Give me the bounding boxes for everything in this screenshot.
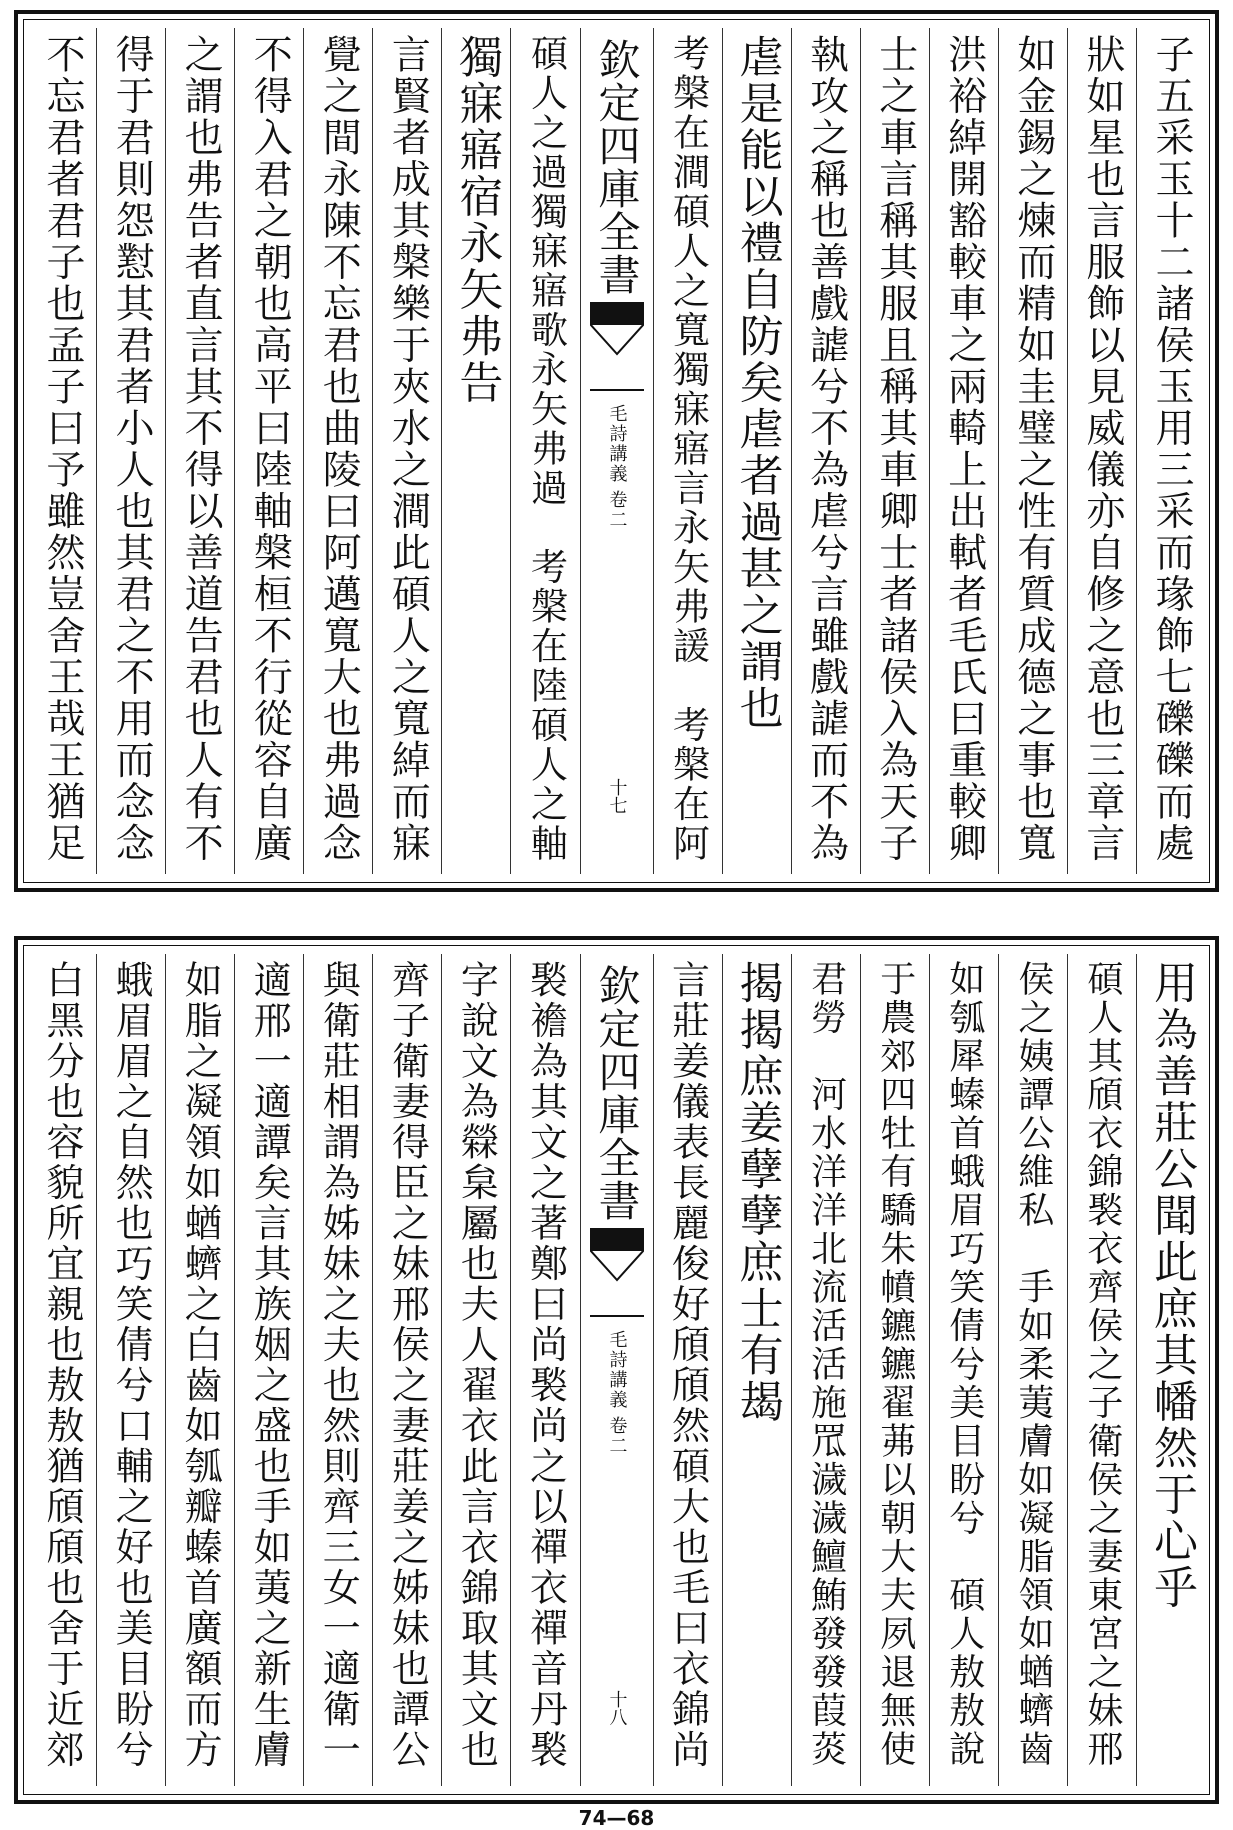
column-text: 執攻之稱也善戲謔兮不為虐兮言雖戲謔而不為: [803, 34, 849, 864]
column-text: 揭揭庶姜孽孽庶士有朅: [731, 960, 783, 1425]
column-text: 如金錫之煉而精如圭璧之性有質成德之事也寬: [1010, 34, 1056, 864]
text-column: [653, 28, 722, 874]
text-column: [441, 28, 510, 874]
volume-label: 卷二: [606, 490, 628, 530]
text-column: [929, 28, 998, 874]
column-text: 蛾眉眉之自然也巧笑倩兮口輔之好也美目盼兮: [109, 960, 154, 1770]
column-text: 之謂也弗告者直言其不得以善道告君也人有不: [178, 34, 224, 864]
text-column: [234, 954, 303, 1786]
column-text: 適邢一適譚矣言其族姻之盛也手如荑之新生膚: [247, 960, 292, 1770]
folio-number: 十七: [606, 778, 628, 814]
text-column: [234, 28, 303, 874]
fish-tail-mark-icon: [590, 302, 644, 392]
text-column: [998, 954, 1067, 1786]
text-column: [791, 28, 860, 874]
column-text: 不忘君者君子也孟子曰予雖然豈舍王哉王猶足: [40, 34, 86, 864]
text-column: [1136, 28, 1205, 874]
column-text: 洪裕綽開豁較車之兩輢上出軾者毛氏曰重較卿: [941, 34, 987, 864]
fish-tail-mark-icon: [590, 1228, 644, 1318]
column-text: 得于君則怨懟其君者小人也其君之不用而念念: [109, 34, 155, 864]
volume-label: 卷二: [606, 1416, 628, 1456]
text-column: [722, 954, 791, 1786]
text-column: [722, 28, 791, 874]
collection-title: 欽定四庫全書: [592, 964, 642, 1222]
text-column: [165, 954, 234, 1786]
column-text: 用為善莊公聞此庶其幡然于心乎: [1145, 960, 1197, 1611]
column-text: 獨寐寤宿永矢弗告: [451, 34, 503, 406]
text-column: [860, 954, 929, 1786]
column-text: 碩人之過獨寐寤歌永矢弗過 考槃在陸碩人之軸: [524, 34, 568, 864]
column-text: 白黑分也容貌所宜親也敖敖猶頎頎也舍于近郊: [40, 960, 85, 1770]
column-text: 子五采玉十二諸侯玉用三采而瑑飾七礫礫而處: [1148, 34, 1194, 864]
text-column: [372, 28, 441, 874]
center-margin-column: [580, 954, 653, 1786]
top-page: [14, 10, 1219, 892]
text-column: [998, 28, 1067, 874]
column-text: 言莊姜儀表長麗俊好頎頎然碩大也毛曰衣錦尚: [665, 960, 710, 1770]
text-column: [28, 28, 96, 874]
column-text: 言賢者成其槃樂于夾水之澗此碩人之寬綽而寐: [385, 34, 431, 864]
text-column: [1136, 954, 1205, 1786]
column-text: 如瓠犀螓首蛾眉巧笑倩兮美目盼兮 碩人敖敖說: [943, 960, 985, 1769]
text-column: [860, 28, 929, 874]
page-number: 74—68: [578, 1806, 655, 1830]
column-text: 虐是能以禮自防矣虐者過甚之謂也: [731, 34, 783, 732]
column-text: 如脂之凝領如蝤蠐之白齒如瓠瓣螓首廣額而方: [178, 960, 223, 1770]
text-column: [653, 954, 722, 1786]
column-text: 考槃在澗碩人之寬獨寐寤言永矢弗諼 考槃在阿: [666, 34, 710, 864]
text-column: [303, 28, 372, 874]
column-text: 碩人其頎衣錦褧衣齊侯之子衛侯之妻東宮之妹邢: [1081, 960, 1123, 1769]
bottom-page-text-body: [28, 954, 1205, 1786]
column-text: 士之車言稱其服且稱其車卿士者諸侯入為天子: [872, 34, 918, 864]
column-text: 于農郊四牡有驕朱幩鑣鑣翟茀以朝大夫夙退無使: [874, 960, 916, 1769]
column-text: 字說文為檾枲屬也夫人翟衣此言衣錦取其文也: [454, 960, 499, 1770]
text-column: [96, 954, 165, 1786]
book-title: 毛詩講義: [606, 404, 628, 484]
column-text: 不得入君之朝也高平曰陸軸槃桓不行從容自廣: [247, 34, 293, 864]
book-title: 毛詩講義: [606, 1330, 628, 1410]
text-column: [441, 954, 510, 1786]
column-text: 狀如星也言服飾以見威儀亦自修之意也三章言: [1079, 34, 1125, 864]
column-text: 君勞 河水洋洋北流活活施罛濊濊鱣鮪發發葭菼: [805, 960, 847, 1769]
column-text: 覺之間永陳不忘君也曲陵曰阿邁寬大也弗過念: [316, 34, 362, 864]
text-column: [510, 954, 579, 1786]
column-text: 齊子衛妻得臣之妹邢侯之妻莊姜之姊妹也譚公: [385, 960, 430, 1770]
text-column: [96, 28, 165, 874]
text-column: [28, 954, 96, 1786]
column-text: 褧襜為其文之著鄭曰尚褧尚之以禪衣禪音丹褧: [523, 960, 568, 1770]
center-margin-column: [580, 28, 653, 874]
text-column: [1067, 28, 1136, 874]
text-column: [303, 954, 372, 1786]
folio-number: 十八: [606, 1690, 628, 1726]
text-column: [510, 28, 579, 874]
top-page-text-body: [28, 28, 1205, 874]
column-text: 侯之姨譚公維私 手如柔荑膚如凝脂領如蝤蠐齒: [1012, 960, 1054, 1769]
text-column: [165, 28, 234, 874]
text-column: [1067, 954, 1136, 1786]
column-text: 與衛莊相謂為姊妹之夫也然則齊三女一適衛一: [316, 960, 361, 1770]
collection-title: 欽定四庫全書: [592, 38, 642, 296]
text-column: [372, 954, 441, 1786]
text-column: [791, 954, 860, 1786]
bottom-page: [14, 936, 1219, 1804]
text-column: [929, 954, 998, 1786]
